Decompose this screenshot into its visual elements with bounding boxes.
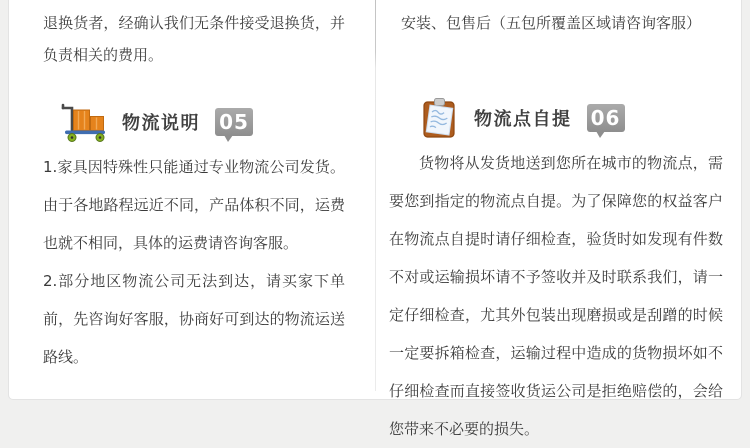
shipping-number-badge: 05 [215,108,253,136]
shipping-note-2: 2.部分地区物流公司无法到达，请买家下单前，先咨询好客服，协商好可到达的物流运送路线。 [43,272,345,366]
shipping-header [59,101,345,143]
trolley-cart-icon [59,101,109,143]
return-policy-text: 退换货者，经确认我们无条件接受退换货，并负责相关的费用。 [43,14,345,64]
shipping-title: 物流说明 [122,113,200,134]
shipping-notes [43,148,345,376]
after-sales-text: 安装、包售后（五包所覆盖区域请咨询客服） [401,14,702,32]
clipboard-icon [419,96,461,140]
pickup-header [419,97,723,139]
pickup-description: 货物将从发货地送到您所在城市的物流点，需要您到指定的物流点自提。为了保障您的权益客户在物流点自提时请仔细检查，验货时如发现有件数不对或运输损坏请不予签收并及时联系我们，请一定仔细检查，尤其外包装出现磨损或是刮蹭的时候一定要拆箱检查，运输过程中造成的货物损坏如不仔细检查而直接签收货运公司是拒绝赔偿的，会给您带来不必要的损失。 [389,154,723,438]
shipping-section [9,0,375,399]
pickup-title: 物流点自提 [474,109,572,130]
pickup-number-badge: 06 [587,104,625,132]
info-card [8,0,742,438]
shipping-note-1: 1.家具因特殊性只能通过专业物流公司发货。由于各地路程远近不同，产品体积不同，运费也就不相同，具体的运费请咨询客服。 [43,158,345,252]
pickup-section [375,0,741,438]
